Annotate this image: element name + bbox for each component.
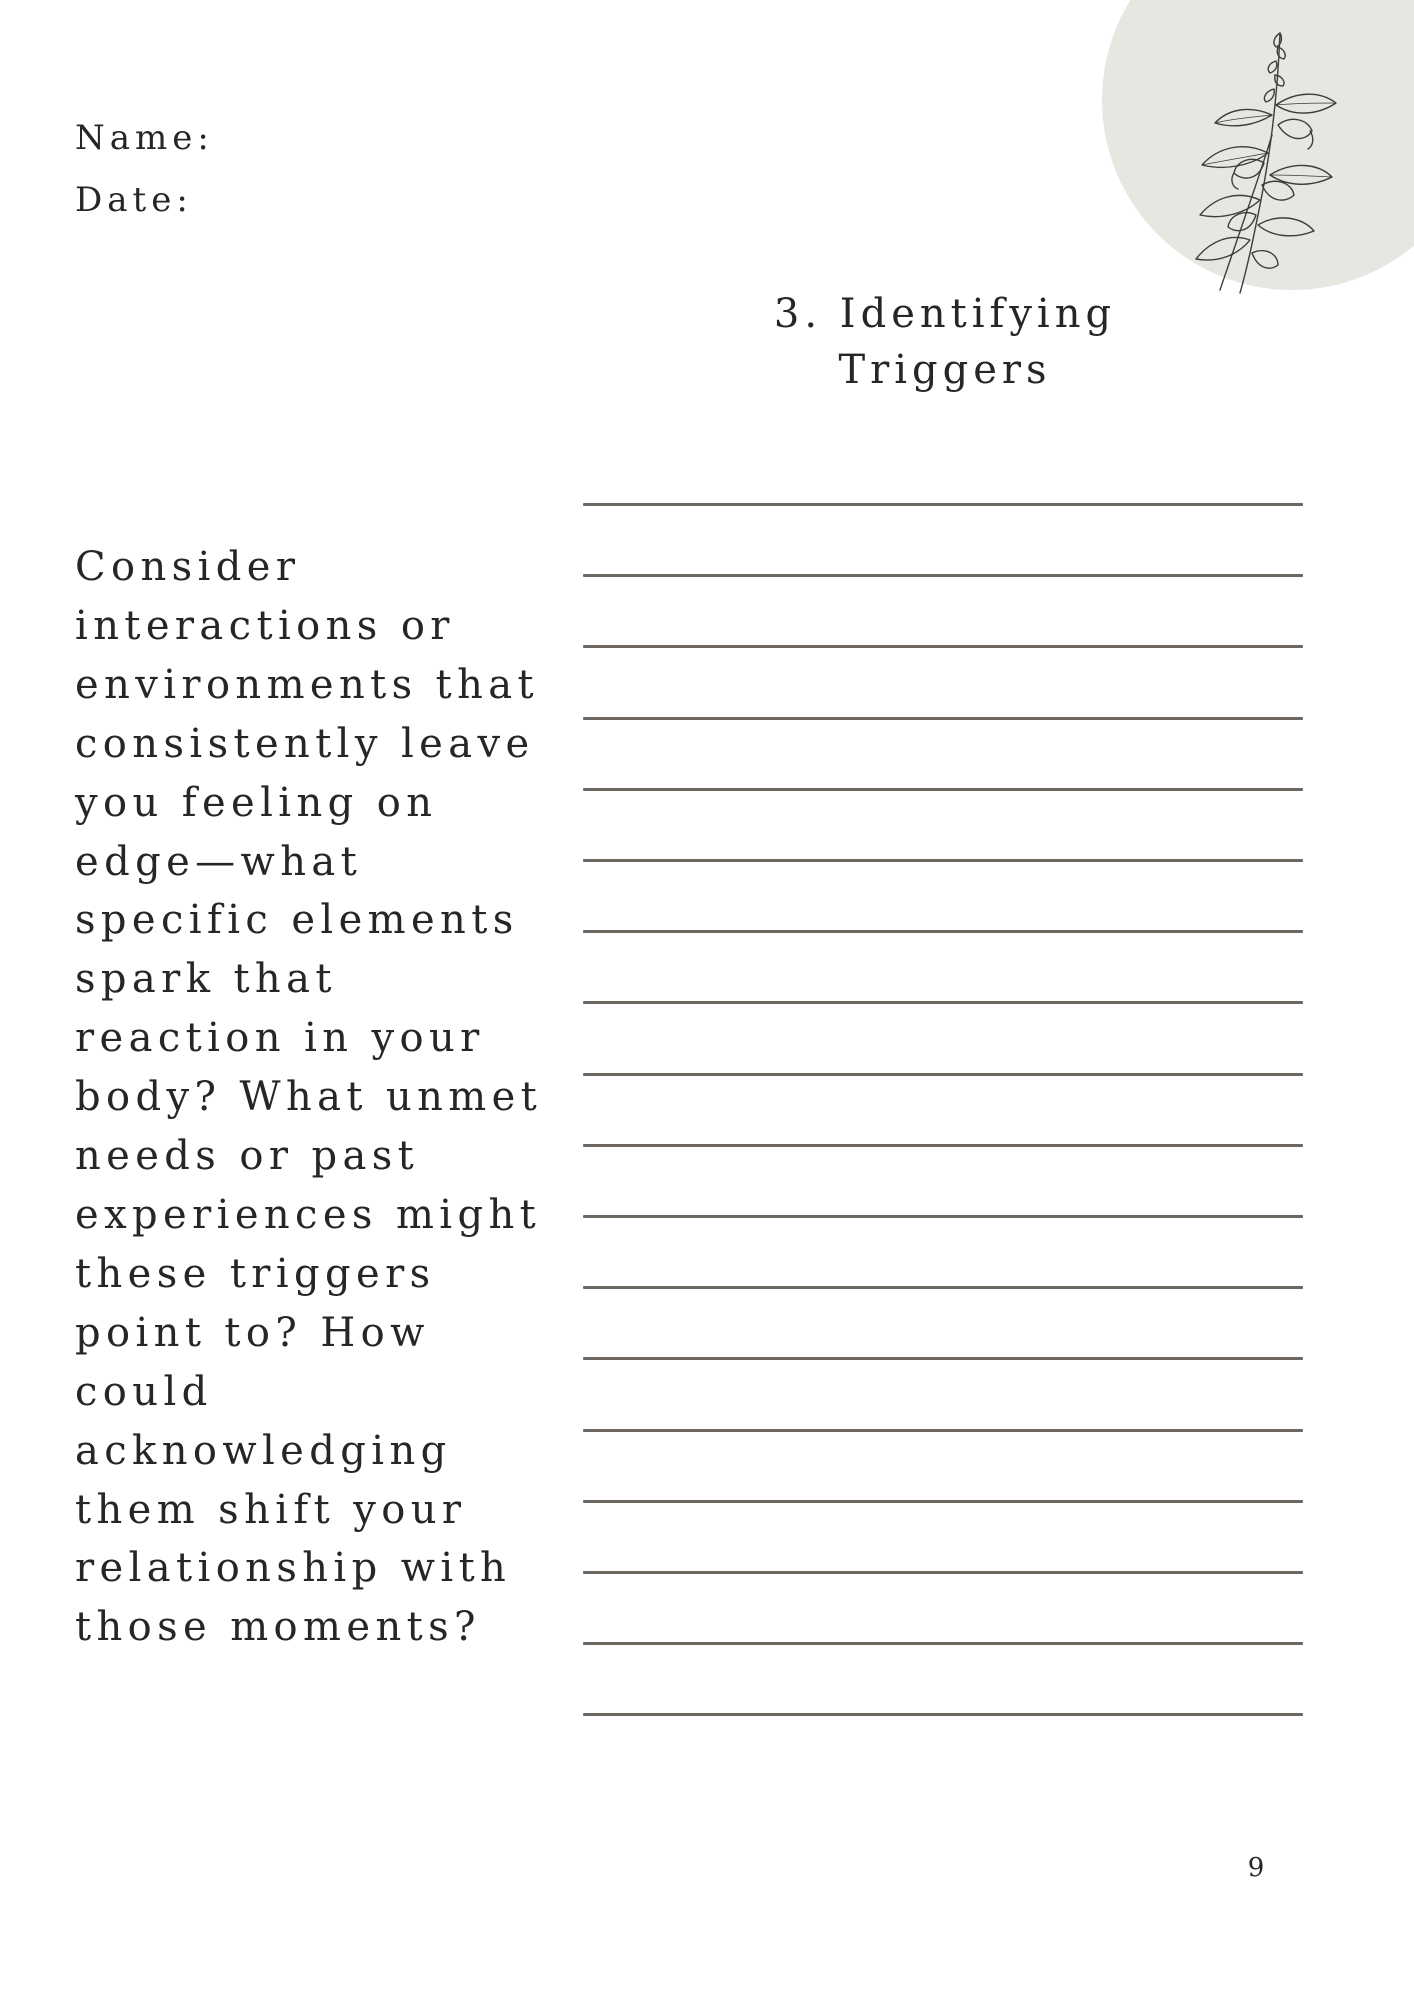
writing-line[interactable]: [583, 1713, 1303, 1716]
date-label: Date:: [75, 180, 193, 220]
journal-prompt: Consider interactions or environments that consistently leave you feeling on edge—what specific elements spark that reaction in your body? What unmet needs or past experiences might these triggers point to? How could acknowledging them shift your relationship with those moments?: [75, 544, 543, 1651]
writing-lines[interactable]: [583, 0, 1303, 2000]
writing-line[interactable]: [583, 1500, 1303, 1503]
writing-line[interactable]: [583, 574, 1303, 577]
writing-line[interactable]: [583, 503, 1303, 506]
writing-line[interactable]: [583, 1357, 1303, 1360]
writing-line[interactable]: [583, 1642, 1303, 1645]
writing-line[interactable]: [583, 1144, 1303, 1147]
name-label: Name:: [75, 118, 214, 158]
writing-line[interactable]: [583, 717, 1303, 720]
writing-line[interactable]: [583, 1001, 1303, 1004]
page-number: 9: [1247, 1853, 1265, 1883]
writing-line[interactable]: [583, 1073, 1303, 1076]
writing-line[interactable]: [583, 1215, 1303, 1218]
writing-line[interactable]: [583, 788, 1303, 791]
writing-line[interactable]: [583, 645, 1303, 648]
writing-line[interactable]: [583, 859, 1303, 862]
writing-line[interactable]: [583, 930, 1303, 933]
writing-line[interactable]: [583, 1571, 1303, 1574]
writing-line[interactable]: [583, 1286, 1303, 1289]
section-title: 3. Identifying Triggers: [773, 291, 1117, 393]
writing-line[interactable]: [583, 1429, 1303, 1432]
